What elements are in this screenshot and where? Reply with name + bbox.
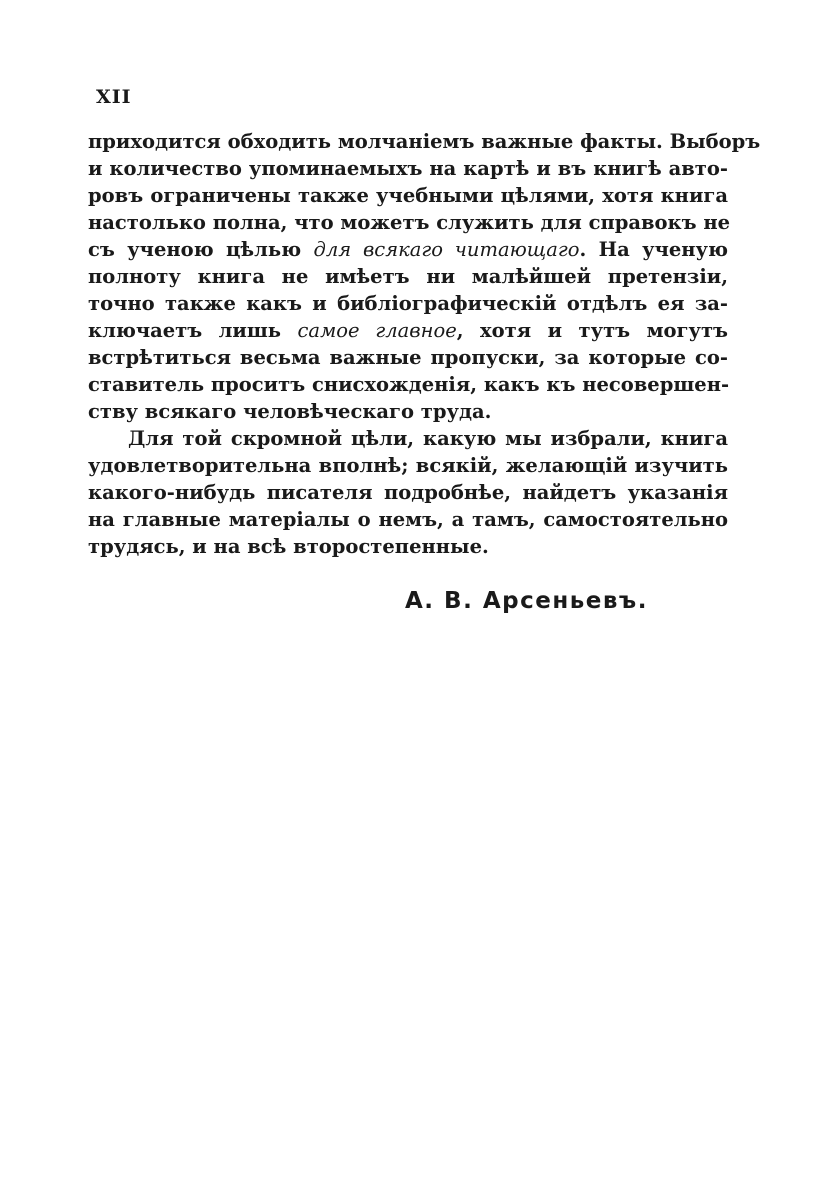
text-line (88, 425, 728, 452)
text-line (88, 209, 731, 236)
text-segment: встрѣтиться весьма важные пропуски, за которые со- (88, 346, 728, 369)
text-segment: на главные матеріалы о немъ, а тамъ, самостоятельно (88, 508, 728, 531)
text-segment: и количество упоминаемыхъ на картѣ и въ книгѣ авто- (88, 157, 728, 180)
text-line (88, 506, 728, 533)
text-line (88, 236, 728, 263)
text-line (88, 371, 728, 398)
body-text (88, 128, 761, 560)
text-line (88, 533, 728, 560)
text-segment: . На ученую (579, 238, 729, 261)
text-segment: ству всякаго человѣческаго труда. (88, 400, 492, 423)
text-line (88, 479, 728, 506)
text-line (88, 263, 728, 290)
text-line (88, 182, 728, 209)
text-segment: трудясь, и на всѣ второстепенные. (88, 535, 489, 558)
text-segment: полноту книга не имѣетъ ни малѣйшей претензіи, (88, 265, 728, 288)
text-segment: приходится обходить молчаніемъ важные факты. Выборъ (88, 130, 761, 153)
text-segment: какого-нибудь писателя подробнѣе, найдетъ указанія (88, 481, 728, 504)
text-segment: , хотя и тутъ могутъ (456, 319, 728, 342)
text-line (88, 452, 728, 479)
text-line (88, 290, 728, 317)
text-segment: съ ученою цѣлью (88, 238, 314, 261)
italic-text: для всякаго читающаго (313, 238, 580, 261)
text-segment: точно также какъ и библіографическій отдѣлъ ея за- (88, 292, 728, 315)
text-line (88, 398, 728, 425)
author-signature: А. В. Арсеньевъ. (405, 588, 648, 614)
text-line (88, 317, 728, 344)
text-segment: ровъ ограничены также учебными цѣлями, хотя книга (88, 184, 728, 207)
text-line (88, 128, 761, 155)
page-number: XII (96, 86, 132, 108)
paragraph (88, 425, 728, 560)
text-segment: удовлетворительна вполнѣ; всякій, желающій изучить (88, 454, 728, 477)
text-segment: настолько полна, что можетъ служить для справокъ не (88, 211, 731, 234)
text-line (88, 344, 728, 371)
text-segment: ставитель проситъ снисхожденія, какъ къ несовершен- (88, 373, 730, 396)
paragraph (88, 128, 761, 425)
text-line (88, 155, 728, 182)
text-segment: Для той скромной цѣли, какую мы избрали, книга (128, 427, 728, 450)
italic-text: самое главное (297, 319, 457, 342)
text-segment: ключаетъ лишь (88, 319, 298, 342)
